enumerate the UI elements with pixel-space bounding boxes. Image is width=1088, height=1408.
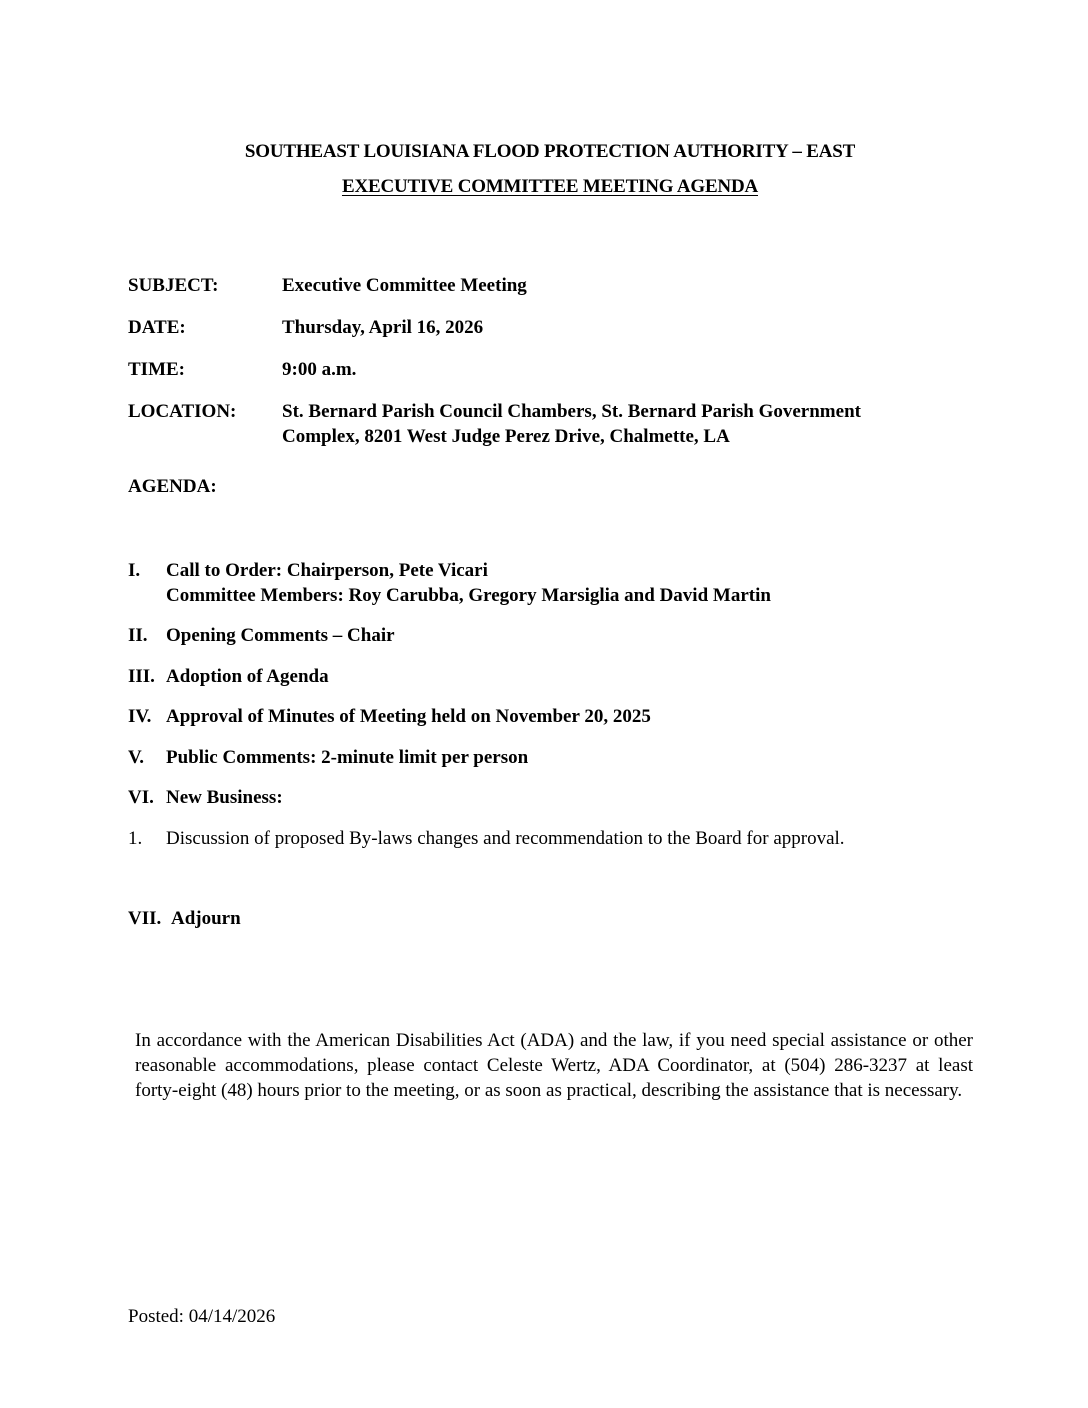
sub-item-text: Discussion of proposed By-laws changes and recommendation to the Board for approval. [166, 828, 845, 849]
item-number: III. [128, 666, 155, 687]
location-value-line2: Complex, 8201 West Judge Perez Drive, Chalmette, LA [282, 426, 730, 447]
subject-label: SUBJECT: [128, 275, 219, 296]
item-text: Adoption of Agenda [166, 666, 329, 687]
location-value-line1: St. Bernard Parish Council Chambers, St. Bernard Parish Government [282, 401, 861, 422]
item-number: IV. [128, 706, 152, 727]
item-text: New Business: [166, 787, 283, 808]
item-number: V. [128, 747, 145, 768]
location-label: LOCATION: [128, 401, 237, 422]
item-text: Approval of Minutes of Meeting held on November 20, 2025 [166, 706, 651, 727]
date-value: Thursday, April 16, 2026 [282, 317, 484, 338]
time-label: TIME: [128, 359, 185, 380]
item-number: VI. [128, 787, 154, 808]
agenda-label: AGENDA: [128, 476, 217, 497]
sub-item-number: 1. [128, 828, 143, 849]
item-text: Call to Order: Chairperson, Pete Vicari [166, 560, 488, 581]
time-value: 9:00 a.m. [282, 359, 357, 380]
organization-title: SOUTHEAST LOUISIANA FLOOD PROTECTION AUTHORITY – EAST [244, 141, 856, 162]
committee-members: Committee Members: Roy Carubba, Gregory Marsiglia and David Martin [166, 585, 771, 606]
date-label: DATE: [128, 317, 186, 338]
item-number: VII. [128, 908, 162, 929]
item-text: Opening Comments – Chair [166, 625, 395, 646]
item-number: II. [128, 625, 148, 646]
ada-notice: In accordance with the American Disabilities Act (ADA) and the law, if you need special assistance or other reasonable accommodations, please contact Celeste Wertz, ADA Coordinator, at (504) 286-3237 at least forty-eight (48) hours prior to the meeting, or as soon as practical, describing the assistance that is necessary. [135, 1030, 973, 1101]
subject-value: Executive Committee Meeting [282, 275, 527, 296]
agenda-title: EXECUTIVE COMMITTEE MEETING AGENDA [341, 176, 758, 197]
item-text: Adjourn [171, 908, 241, 929]
item-number: I. [128, 560, 141, 581]
item-text: Public Comments: 2-minute limit per person [166, 747, 529, 768]
posted-date: Posted: 04/14/2026 [128, 1306, 276, 1327]
